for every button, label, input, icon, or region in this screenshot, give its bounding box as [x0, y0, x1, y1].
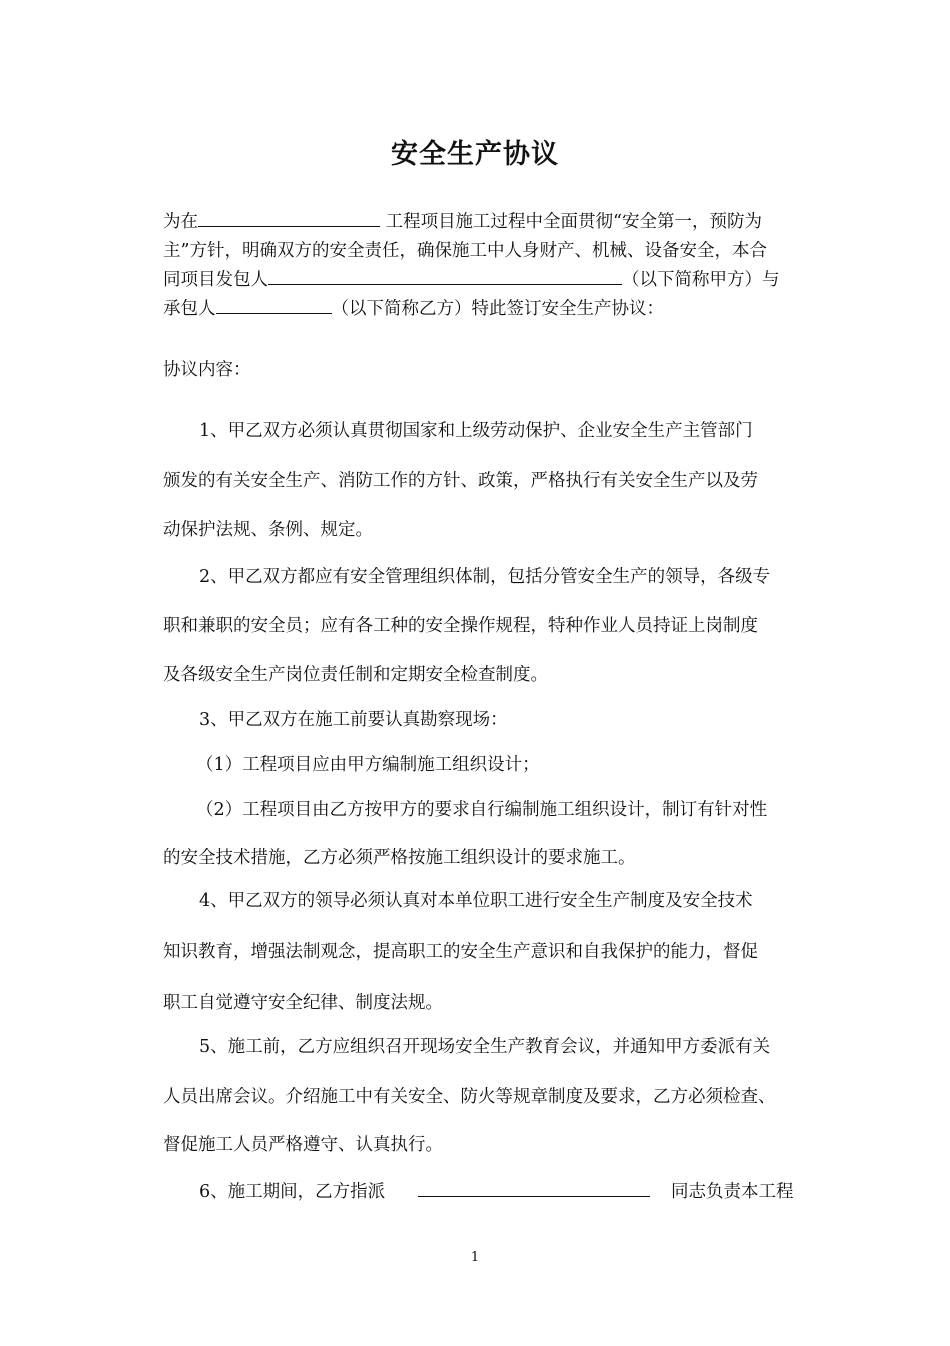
page-title: 安全生产协议	[391, 139, 559, 170]
intro-line-1	[163, 208, 813, 237]
clause-line: 颁发的有关安全生产、消防工作的方针、政策，严格执行有关安全生产以及劳	[163, 471, 758, 491]
clause-line: 3、甲乙双方在施工前要认真勘察现场：	[199, 710, 508, 730]
clause-line: （1）工程项目应由甲方编制施工组织设计；	[196, 755, 540, 775]
clause-line: 及各级安全生产岗位责任制和定期安全检查制度。	[163, 665, 548, 685]
clause-line: 动保护法规、条例、规定。	[163, 520, 373, 540]
clause-line: 4、甲乙双方的领导必须认真对本单位职工进行安全生产制度及安全技术	[199, 891, 753, 911]
clause-line: 职和兼职的安全员；应有各工种的安全操作规程，特种作业人员持证上岗制度	[163, 616, 758, 636]
intro-text: 为在	[163, 212, 198, 232]
clause-line: 2、甲乙双方都应有安全管理组织体制，包括分管安全生产的领导，各级专	[199, 567, 771, 587]
intro-line-2: 主”方针，明确双方的安全责任，确保施工中人身财产、机械、设备安全，本合	[163, 241, 767, 261]
employer-name-blank[interactable]	[268, 266, 622, 285]
clause-line: 1、甲乙双方必须认真贯彻国家和上级劳动保护、企业安全生产主管部门	[199, 421, 753, 441]
contents-label: 协议内容：	[163, 360, 251, 380]
intro-text: （以下简称乙方）特此签订安全生产协议：	[331, 299, 664, 319]
clause-text: 同志负责本工程	[671, 1182, 794, 1202]
intro-line-3	[163, 266, 813, 295]
clause-text: 6、施工期间，乙方指派	[199, 1182, 386, 1202]
intro-text: （以下简称甲方）与	[622, 270, 780, 290]
clause-line: 5、施工前，乙方应组织召开现场安全生产教育会议，并通知甲方委派有关	[199, 1037, 771, 1057]
clause-line-6	[199, 1178, 813, 1203]
clause-line: （2）工程项目由乙方按甲方的要求自行编制施工组织设计，制订有针对性	[196, 800, 768, 820]
contractor-name-blank[interactable]	[216, 295, 332, 314]
project-name-blank[interactable]	[198, 208, 380, 227]
clause-line: 督促施工人员严格遵守、认真执行。	[163, 1135, 443, 1155]
intro-text: 承包人	[163, 299, 216, 319]
clause-line: 的安全技术措施，乙方必须严格按施工组织设计的要求施工。	[163, 848, 636, 868]
clause-line: 职工自觉遵守安全纪律、制度法规。	[163, 993, 443, 1013]
clause-line: 人员出席会议。介绍施工中有关安全、防火等规章制度及要求，乙方必须检查、	[163, 1087, 776, 1107]
intro-text: 工程项目施工过程中全面贯彻“安全第一，预防为	[380, 212, 763, 232]
intro-paragraph	[163, 208, 813, 324]
page-number: 1	[470, 1250, 480, 1265]
intro-text: 同项目发包人	[163, 270, 268, 290]
responsible-person-blank[interactable]	[418, 1178, 650, 1197]
clause-line: 知识教育，增强法制观念，提高职工的安全生产意识和自我保护的能力，督促	[163, 942, 758, 962]
intro-line-4	[163, 295, 813, 324]
